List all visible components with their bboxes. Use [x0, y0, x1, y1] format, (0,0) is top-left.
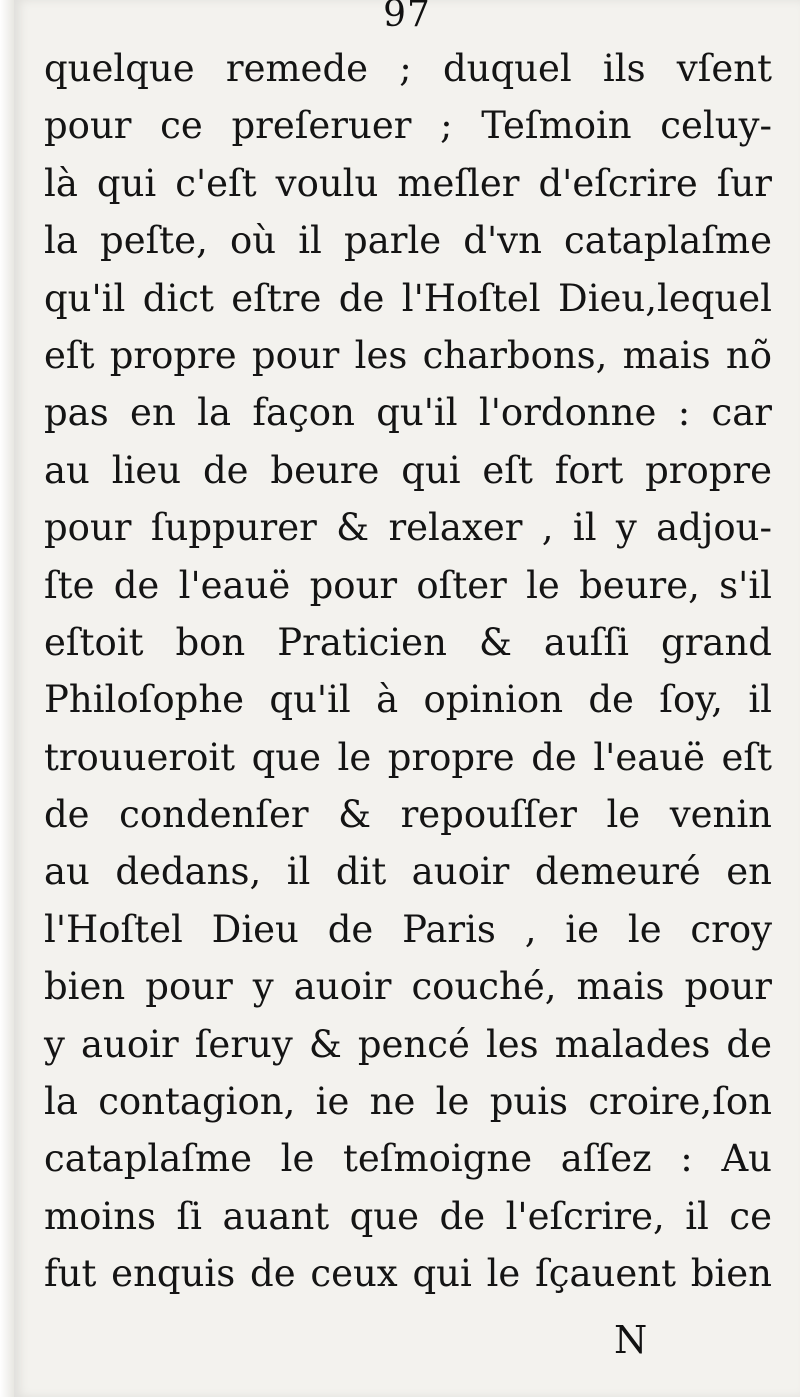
text-line: quelque remede ; duquel ils vſent [44, 47, 772, 90]
text-line: pour ſuppurer & relaxer , il y adjou- [44, 506, 772, 550]
text-line: ſte de l'eauë pour oſter le beure, s'il [44, 563, 772, 607]
body-text [44, 40, 772, 1303]
text-line: qu'il dict eſtre de l'Hoſtel Dieu,lequel [44, 276, 772, 320]
text-line: y auoir ſeruy & pencé les malades de [44, 1022, 772, 1066]
text-line: au dedans, il dit auoir demeuré en [44, 850, 772, 894]
text-line: trouueroit que le propre de l'eauë eſt [44, 735, 772, 779]
text-line: pour ce preſeruer ; Teſmoin celuy- [44, 104, 772, 148]
text-line: moins ſi auant que de l'eſcrire, il ce [44, 1194, 772, 1238]
text-line: eſtoit bon Praticien & auſſi grand [44, 620, 772, 664]
text-line: pas en la façon qu'il l'ordonne : car [44, 391, 772, 435]
text-line: l'Hoſtel Dieu de Paris , ie le croy [44, 907, 772, 951]
text-line: là qui c'eſt voulu meſler d'eſcrire ſur [44, 161, 772, 205]
text-line: eſt propre pour les charbons, mais nõ [44, 333, 772, 377]
page-gutter [0, 0, 14, 1397]
text-line: cataplaſme le teſmoigne aſſez : Au [44, 1137, 772, 1181]
text-line: au lieu de beure qui eſt fort propre [44, 448, 772, 492]
text-line: la peſte, où il parle d'vn cataplaſme [44, 219, 772, 263]
signature-mark: N [614, 1318, 648, 1362]
text-line: Philoſophe qu'il à opinion de ſoy, il [44, 678, 772, 722]
text-line: la contagion, ie ne le puis croire,ſon [44, 1080, 772, 1124]
text-line: fut enquis de ceux qui le ſçauent bien [44, 1252, 772, 1296]
text-line: de condenſer & repouſſer le venin [44, 793, 772, 837]
text-line: bien pour y auoir couché, mais pour [44, 965, 772, 1009]
book-page [14, 0, 800, 1397]
page-number: 97 [383, 0, 431, 35]
